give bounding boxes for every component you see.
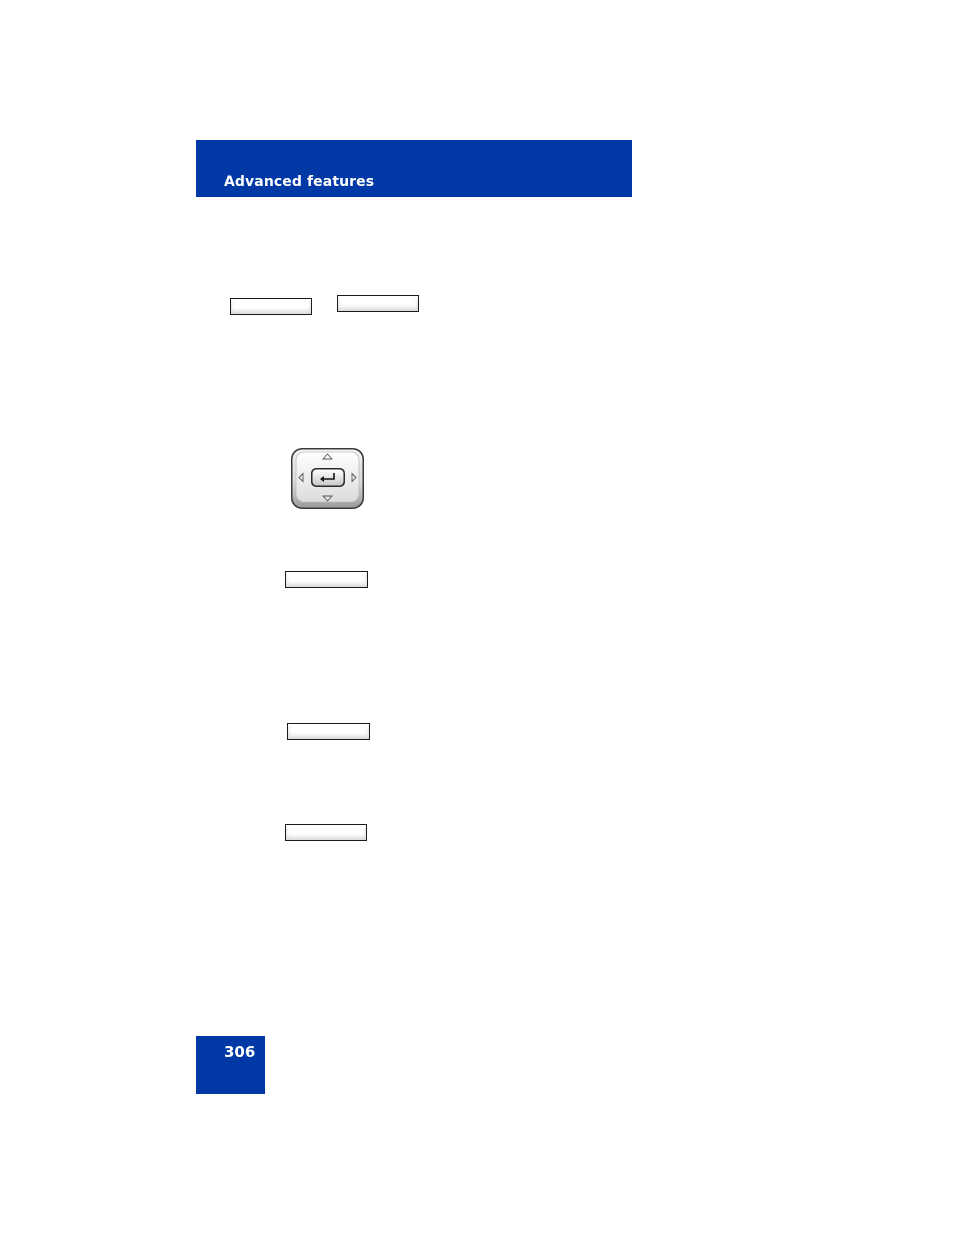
navigation-cluster-icon[interactable] <box>290 447 365 510</box>
page-number-box <box>196 1036 265 1094</box>
softkey-button[interactable] <box>285 571 368 588</box>
section-title: Advanced features <box>224 174 375 190</box>
softkey-button[interactable] <box>337 295 419 312</box>
softkey-button[interactable] <box>287 723 370 740</box>
section-header-bar <box>196 140 632 197</box>
softkey-button[interactable] <box>230 298 312 315</box>
softkey-button[interactable] <box>285 824 367 841</box>
page-number: 306 <box>224 1043 256 1061</box>
